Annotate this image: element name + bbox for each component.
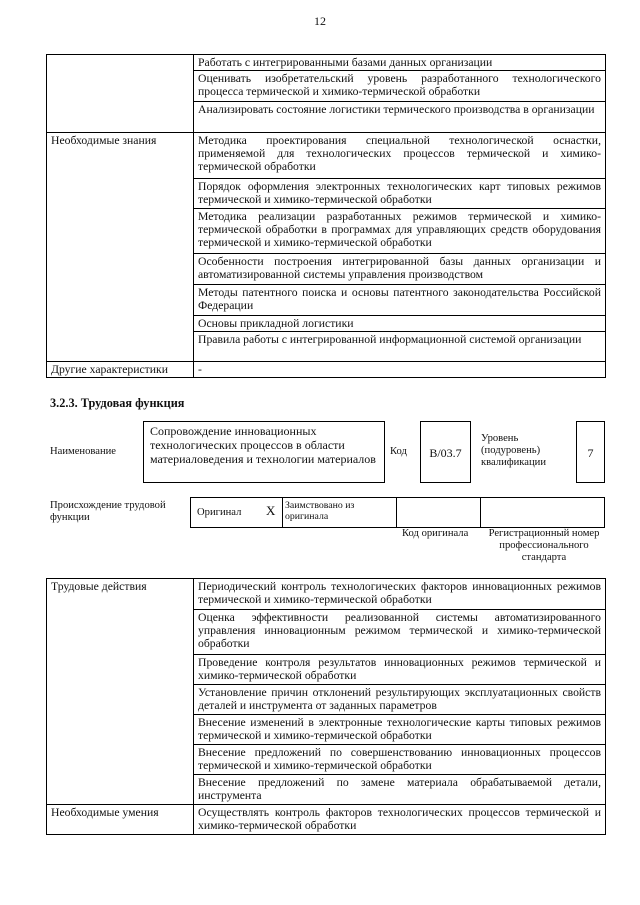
table-row: [47, 55, 606, 71]
code-value: B/03.7: [420, 421, 471, 483]
table-row: [47, 805, 606, 835]
row-text: Проведение контроля результатов инновационных режимов термической и химико-термической обработки: [194, 655, 606, 685]
section-heading: 3.2.3. Трудовая функция: [50, 396, 185, 410]
row-text: Методика реализации разработанных режимов термической и химико-термической обработки в программах для управляющих средств оборудования термической и химико-термической обработки: [194, 209, 606, 254]
row-text: Основы прикладной логистики: [194, 316, 606, 332]
actions-table: [46, 578, 606, 835]
function-name-box: Сопровождение инновационных технологических процессов в области материаловедения и технологии материалов: [143, 421, 385, 483]
reg-number-label: Регистрационный номер профессионального стандарта: [488, 528, 600, 563]
row-text: Внесение предложений по замене материала обрабатываемой детали, инструмента: [194, 775, 606, 805]
level-value: 7: [576, 421, 605, 483]
row-text: Методы патентного поиска и основы патентного законодательства Российской Федерации: [194, 285, 606, 316]
row-text: Внесение предложений по совершенствованию инновационных процессов термической и химико-термической обработки: [194, 745, 606, 775]
code-original-label: Код оригинала: [402, 528, 469, 539]
row-text: Внесение изменений в электронные технологические карты типовых режимов термической и химико-термической обработки: [194, 715, 606, 745]
row-label: Другие характеристики: [47, 362, 194, 378]
origin-label: Происхождение трудовой функции: [50, 500, 166, 523]
row-label: [47, 55, 194, 133]
knowledge-table: [46, 54, 606, 378]
code-label: Код: [390, 446, 407, 457]
row-text: Периодический контроль технологических факторов инновационных режимов термической и химико-термической обработки: [194, 579, 606, 610]
row-text: Методика проектирования специальной технологической оснастки, применяемой для технологических процессов термической и химико-термической обработки: [194, 133, 606, 179]
row-label: Необходимые умения: [47, 805, 194, 835]
row-text: Оценка эффективности реализованной системы автоматизированного управления инновационным режимом термической и химико-термической обработки: [194, 610, 606, 655]
row-text: -: [194, 362, 606, 378]
table-row: [47, 579, 606, 610]
row-text: Правила работы с интегрированной информационной системой организации: [194, 332, 606, 362]
origin-box: [190, 497, 605, 528]
row-text: Порядок оформления электронных технологических карт типовых режимов термической и химико-термической обработки: [194, 179, 606, 209]
level-label: Уровень (подуровень) квалификации: [481, 433, 546, 468]
row-text: Работать с интегрированными базами данных организации: [194, 55, 606, 71]
table-row: [47, 362, 606, 378]
original-label: Оригинал: [197, 507, 242, 518]
row-label: Необходимые знания: [47, 133, 194, 362]
name-label: Наименование: [50, 446, 116, 457]
table-row: [47, 133, 606, 179]
row-text: Осуществлять контроль факторов технологических процессов термической и химико-термической обработки: [194, 805, 606, 835]
row-text: Анализировать состояние логистики термического производства в организации: [194, 102, 606, 133]
original-mark: X: [266, 503, 276, 518]
borrowed-label: Заимствовано из оригинала: [285, 500, 355, 522]
row-text: Особенности построения интегрированной базы данных организации и автоматизированной системы управления производством: [194, 254, 606, 285]
page-number: 12: [314, 14, 326, 28]
row-text: Оценивать изобретательский уровень разработанного технологического процесса термической и химико-термической обработки: [194, 71, 606, 102]
row-text: Установление причин отклонений результирующих эксплуатационных свойств деталей и инструмента от заданных параметров: [194, 685, 606, 715]
row-label: Трудовые действия: [47, 579, 194, 805]
